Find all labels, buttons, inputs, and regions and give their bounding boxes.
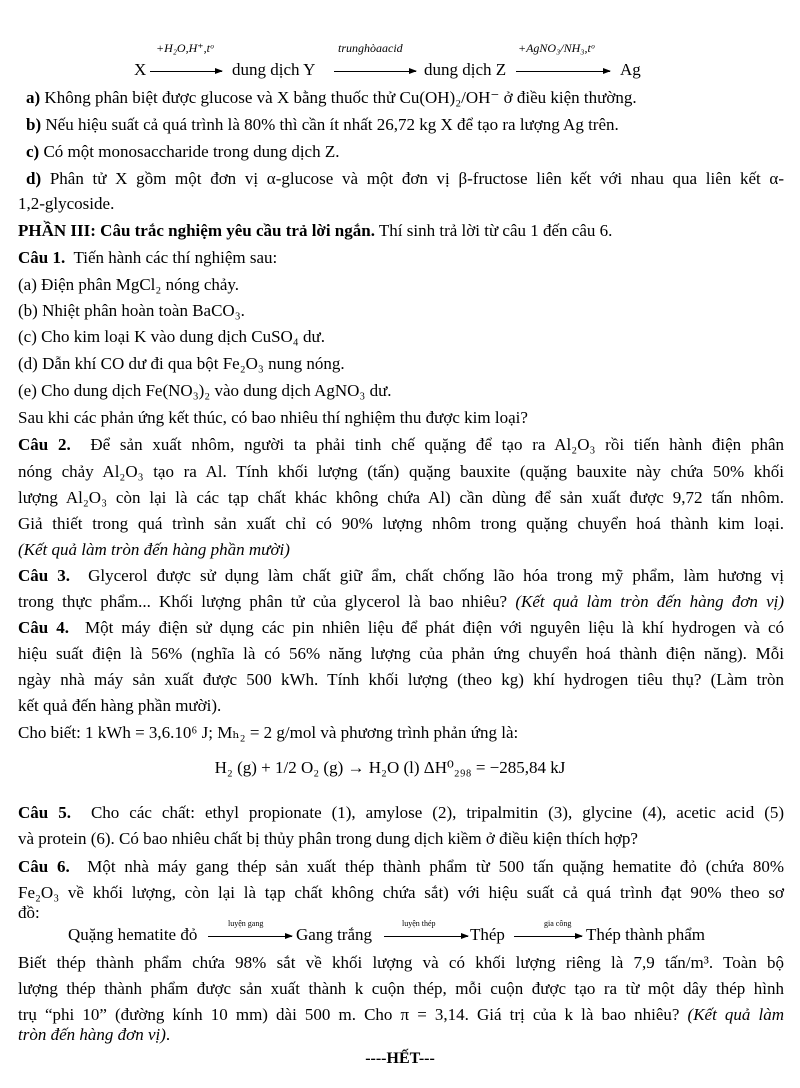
scheme-z: dung dịch Z [424,60,507,79]
end-marker: ----HẾT--- [365,1050,435,1067]
question-1-item-b: (b) Nhiệt phân hoàn toàn BaCO₃. [18,301,245,320]
question-4-line1: Câu 4. Một máy điện sử dụng các pin nhiên liệu để phát điện với nguyên liệu là khí hydrogen và có [18,618,785,637]
arrow-icon [150,71,222,72]
question-4-equation: H₂ (g) + 1/2 O₂ (g) → H₂O (l) ΔH⁰₂₉₈ = −285,84 kJ [214,758,566,777]
arrow-icon [384,936,468,937]
question-1-item-d: (d) Dẫn khí CO dư đi qua bột Fe₂O₃ nung nóng. [18,354,345,373]
scheme-arrow3-label: +AgNO₃/NH₃,tᵒ [518,41,595,55]
scheme-y: dung dịch Y [232,60,316,79]
question-2-line3: lượng Al₂O₃ còn lại là các tạp chất khác không chứa Al) cần dùng để sản xuất được 9,72 tấn nhôm. [18,488,784,507]
question-3-line2: trong thực phẩm... Khối lượng phân tử của glycerol là bao nhiêu? (Kết quả làm tròn đến hàng đơn vị) [18,592,785,611]
question-1-item-c: (c) Cho kim loại K vào dung dịch CuSO₄ dư. [18,327,325,346]
scheme-step-finished-steel: Thép thành phẩm [586,925,705,944]
scheme-step-steel: Thép [470,925,505,944]
scheme-label-2: luyện thép [402,919,436,928]
question-4-line4: kết quả đến hàng phần mười). [18,696,222,715]
scheme-label-3: gia công [544,919,572,928]
question-1-item-e: (e) Cho dung dịch Fe(NO₃)₂ vào dung dịch AgNO₃ dư. [18,381,392,400]
question-2-line2: nóng chảy Al₂O₃ tạo ra Al. Tính khối lượng (tấn) quặng bauxite (quặng bauxite này chứa 50% khối [18,462,784,481]
arrow-icon [514,936,582,937]
scheme-arrow1-label: +H₂O,H⁺,tᵒ [156,41,214,55]
question-6-line3: đồ: [18,903,40,922]
question-6-line1: Câu 6. Một nhà máy gang thép sản xuất thép thành phẩm từ 500 tấn quặng hematite đỏ (chứa 80% [18,857,785,876]
question-6-line6: trụ “phi 10” (đường kính 10 mm) dài 500 m. Cho π = 3,14. Giá trị của k là bao nhiêu? (Kết quả làm [18,1005,784,1024]
question-3-line1: Câu 3. Glycerol được sử dụng làm chất giữ ẩm, chất chống lão hóa trong mỹ phẩm, làm hương vị [18,566,784,585]
scheme-label-1: luyện gang [228,919,264,928]
scheme-step-ore: Quặng hematite đỏ [68,925,198,944]
scheme-arrow2-label: trunghòaacid [338,41,403,55]
question-5-line1: Câu 5. Cho các chất: ethyl propionate (1), amylose (2), tripalmitin (3), glycine (4), acetic acid (5) [18,803,785,822]
question-1-intro: Câu 1. Tiến hành các thí nghiệm sau: [18,248,278,267]
question-5-line2: và protein (6). Có bao nhiêu chất bị thủy phân trong dung dịch kiềm ở điều kiện thích hợp? [18,829,638,848]
question-6-line5: lượng thép thành phẩm được sản xuất thành k cuộn thép, mỗi cuộn được tạo ra từ một dây thép hình [18,979,784,998]
question-4-line3: ngày nhà máy sản xuất được 500 kWh. Tính khối lượng (theo kg) khí hydrogen tiêu thụ? (Làm tròn [18,670,784,689]
question-6-line2: Fe₂O₃ về khối lượng, còn lại là tạp chất không chứa sắt) với hiệu suất cả quá trình đạt 90% theo sơ [18,883,784,902]
part3-heading: PHẦN III: Câu trắc nghiệm yêu cầu trả lời ngắn. Thí sinh trả lời từ câu 1 đến câu 6. [18,221,613,240]
scheme-x: X [134,60,147,79]
statement-b: b) Nếu hiệu suất cả quá trình là 80% thì cần ít nhất 26,72 kg X để tạo ra lượng Ag trên. [26,115,619,134]
question-2-line4: Giả thiết trong quá trình sản xuất chỉ có 90% lượng nhôm trong quặng chuyển hoá thành kim loại. [18,514,784,533]
statement-d-line1: d) Phân tử X gồm một đơn vị α-glucose và một đơn vị β-fructose liên kết với nhau qua liên kết α- [26,169,784,188]
question-1-question: Sau khi các phản ứng kết thúc, có bao nhiêu thí nghiệm thu được kim loại? [18,408,528,427]
question-2-line1: Câu 2. Để sản xuất nhôm, người ta phải tinh chế quặng để tạo ra Al₂O₃ rồi tiến hành điện phân [18,435,785,454]
scheme-ag: Ag [620,60,641,79]
statement-d-line2: 1,2-glycoside. [18,194,115,213]
statement-c: c) Có một monosaccharide trong dung dịch Z. [26,142,340,161]
question-6-line4: Biết thép thành phẩm chứa 98% sắt về khối lượng và có khối lượng riêng là 7,9 tấn/m³. Toàn bộ [18,953,784,972]
scheme-step-white-iron: Gang trắng [296,925,373,944]
question-4-line2: hiệu suất điện là 56% (nghĩa là có 56% năng lượng của phản ứng chuyển hoá thành điện năng). Mỗi [18,644,784,663]
question-1-item-a: (a) Điện phân MgCl₂ nóng chảy. [18,275,240,294]
question-4-given: Cho biết: 1 kWh = 3,6.10⁶ J; Mₕ₂ = 2 g/mol và phương trình phản ứng là: [18,723,519,742]
arrow-icon [208,936,292,937]
question-2-note: (Kết quả làm tròn đến hàng phần mười) [18,540,290,559]
question-6-line7: tròn đến hàng đơn vị). [18,1025,171,1044]
arrow-icon [516,71,610,72]
arrow-icon [334,71,416,72]
statement-a: a) Không phân biệt được glucose và X bằng thuốc thử Cu(OH)₂/OH⁻ ở điều kiện thường. [26,88,637,107]
